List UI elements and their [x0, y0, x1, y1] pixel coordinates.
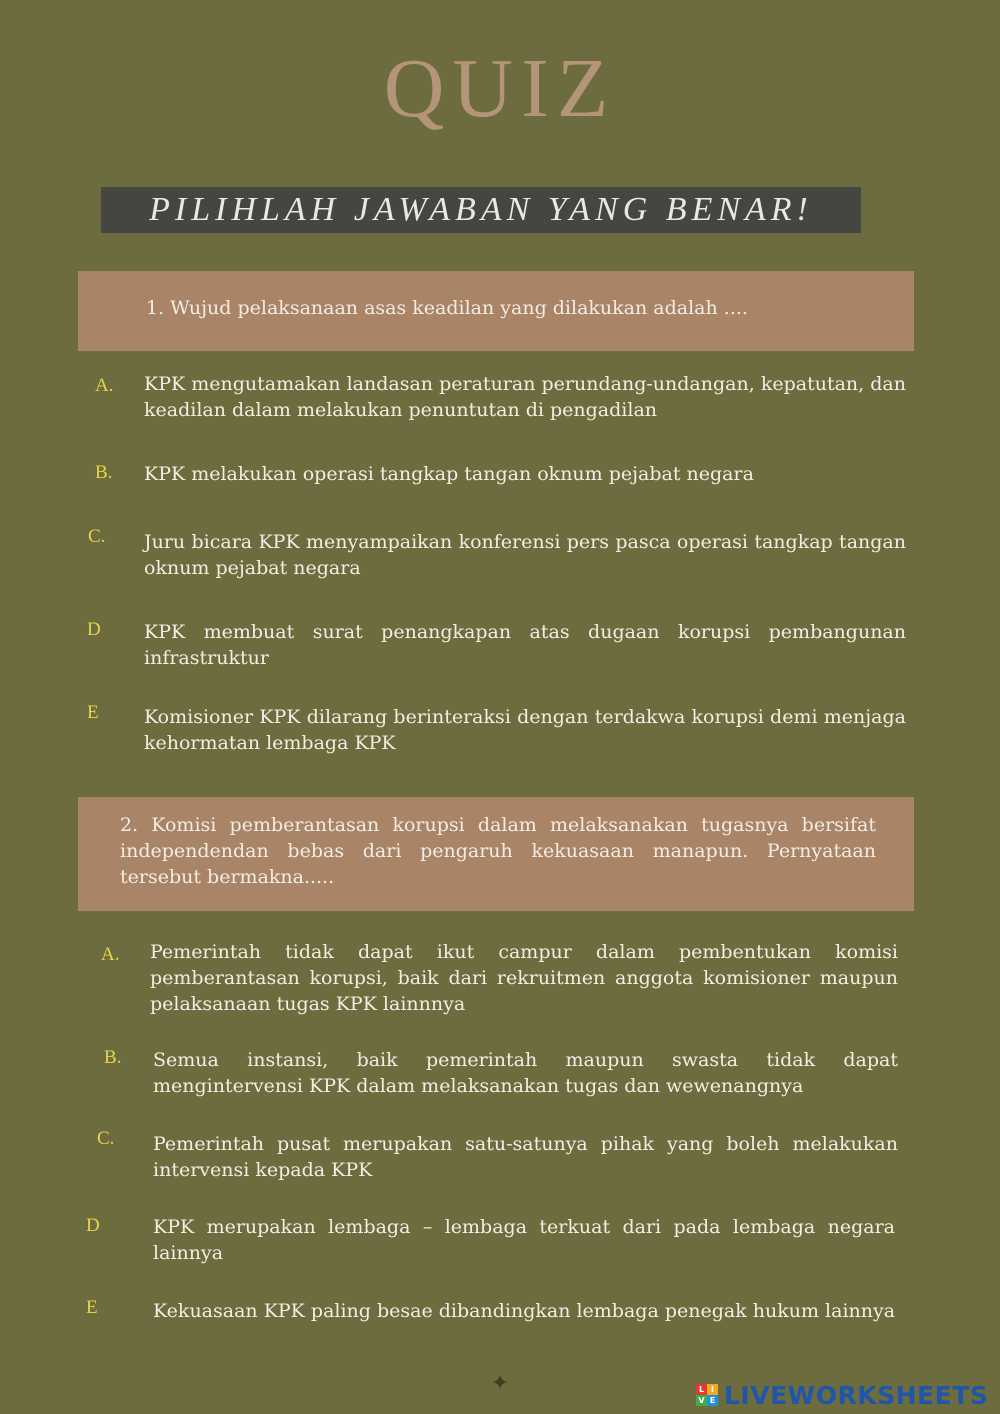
option-letter: D — [87, 619, 101, 640]
option-letter: A. — [101, 944, 120, 965]
option-text: KPK merupakan lembaga – lembaga terkuat dari pada lembaga negara lainnya — [153, 1216, 895, 1264]
option-letter: A. — [95, 375, 114, 396]
option-letter: D — [86, 1215, 100, 1236]
logo-letter: V — [696, 1395, 707, 1406]
option-text: Pemerintah tidak dapat ikut campur dalam pembentukan komisi pemberantasan korupsi, baik dari rekruitmen anggota komisioner maupun pelaksanaan tugas KPK lainnnya — [150, 941, 898, 1015]
option-text: Semua instansi, baik pemerintah maupun swasta tidak dapat mengintervensi KPK dalam melaksanakan tugas dan wewenangnya — [153, 1049, 898, 1097]
option-text: Juru bicara KPK menyampaikan konferensi pers pasca operasi tangkap tangan oknum pejabat negara — [144, 531, 906, 579]
option-text: Kekuasaan KPK paling besae dibandingkan lembaga penegak hukum lainnya — [153, 1300, 896, 1322]
option-text: KPK melakukan operasi tangkap tangan oknum pejabat negara — [144, 463, 754, 485]
option-text: KPK mengutamakan landasan peraturan perundang-undangan, kepatutan, dan keadilan dalam melakukan penuntutan di pengadilan — [144, 373, 906, 421]
liveworksheets-logo-icon — [696, 1384, 718, 1406]
option-text: KPK membuat surat penangkapan atas dugaan korupsi pembangunan infrastruktur — [144, 621, 906, 669]
option-letter: E — [87, 702, 99, 723]
instruction-banner: PILIHLAH JAWABAN YANG BENAR! — [101, 187, 861, 233]
question-1-box — [78, 271, 914, 351]
option-letter: B. — [104, 1047, 122, 1068]
option-text: Komisioner KPK dilarang berinteraksi dengan terdakwa korupsi demi menjaga kehormatan lembaga KPK — [144, 706, 906, 754]
question-2-box — [78, 797, 914, 911]
logo-letter: I — [707, 1384, 718, 1395]
decorative-star-icon: ✦ — [490, 1371, 510, 1396]
liveworksheets-brand[interactable] — [696, 1380, 988, 1410]
question-1-text: 1. Wujud pelaksanaan asas keadilan yang dilakukan adalah .... — [146, 297, 748, 319]
option-letter: B. — [95, 462, 113, 483]
brand-name: LIVEWORKSHEETS — [724, 1380, 989, 1410]
logo-letter: E — [707, 1395, 718, 1406]
logo-letter: L — [696, 1384, 707, 1395]
quiz-title: QUIZ — [383, 42, 617, 135]
option-letter: E — [86, 1297, 98, 1318]
option-text: Pemerintah pusat merupakan satu-satunya pihak yang boleh melakukan intervensi kepada KPK — [153, 1133, 898, 1181]
option-letter: C. — [97, 1128, 115, 1149]
option-letter: C. — [88, 526, 106, 547]
question-2-text: 2. Komisi pemberantasan korupsi dalam melaksanakan tugasnya bersifat independendan bebas dari pengaruh kekuasaan manapun. Pernyataan tersebut bermakna..... — [120, 814, 876, 888]
